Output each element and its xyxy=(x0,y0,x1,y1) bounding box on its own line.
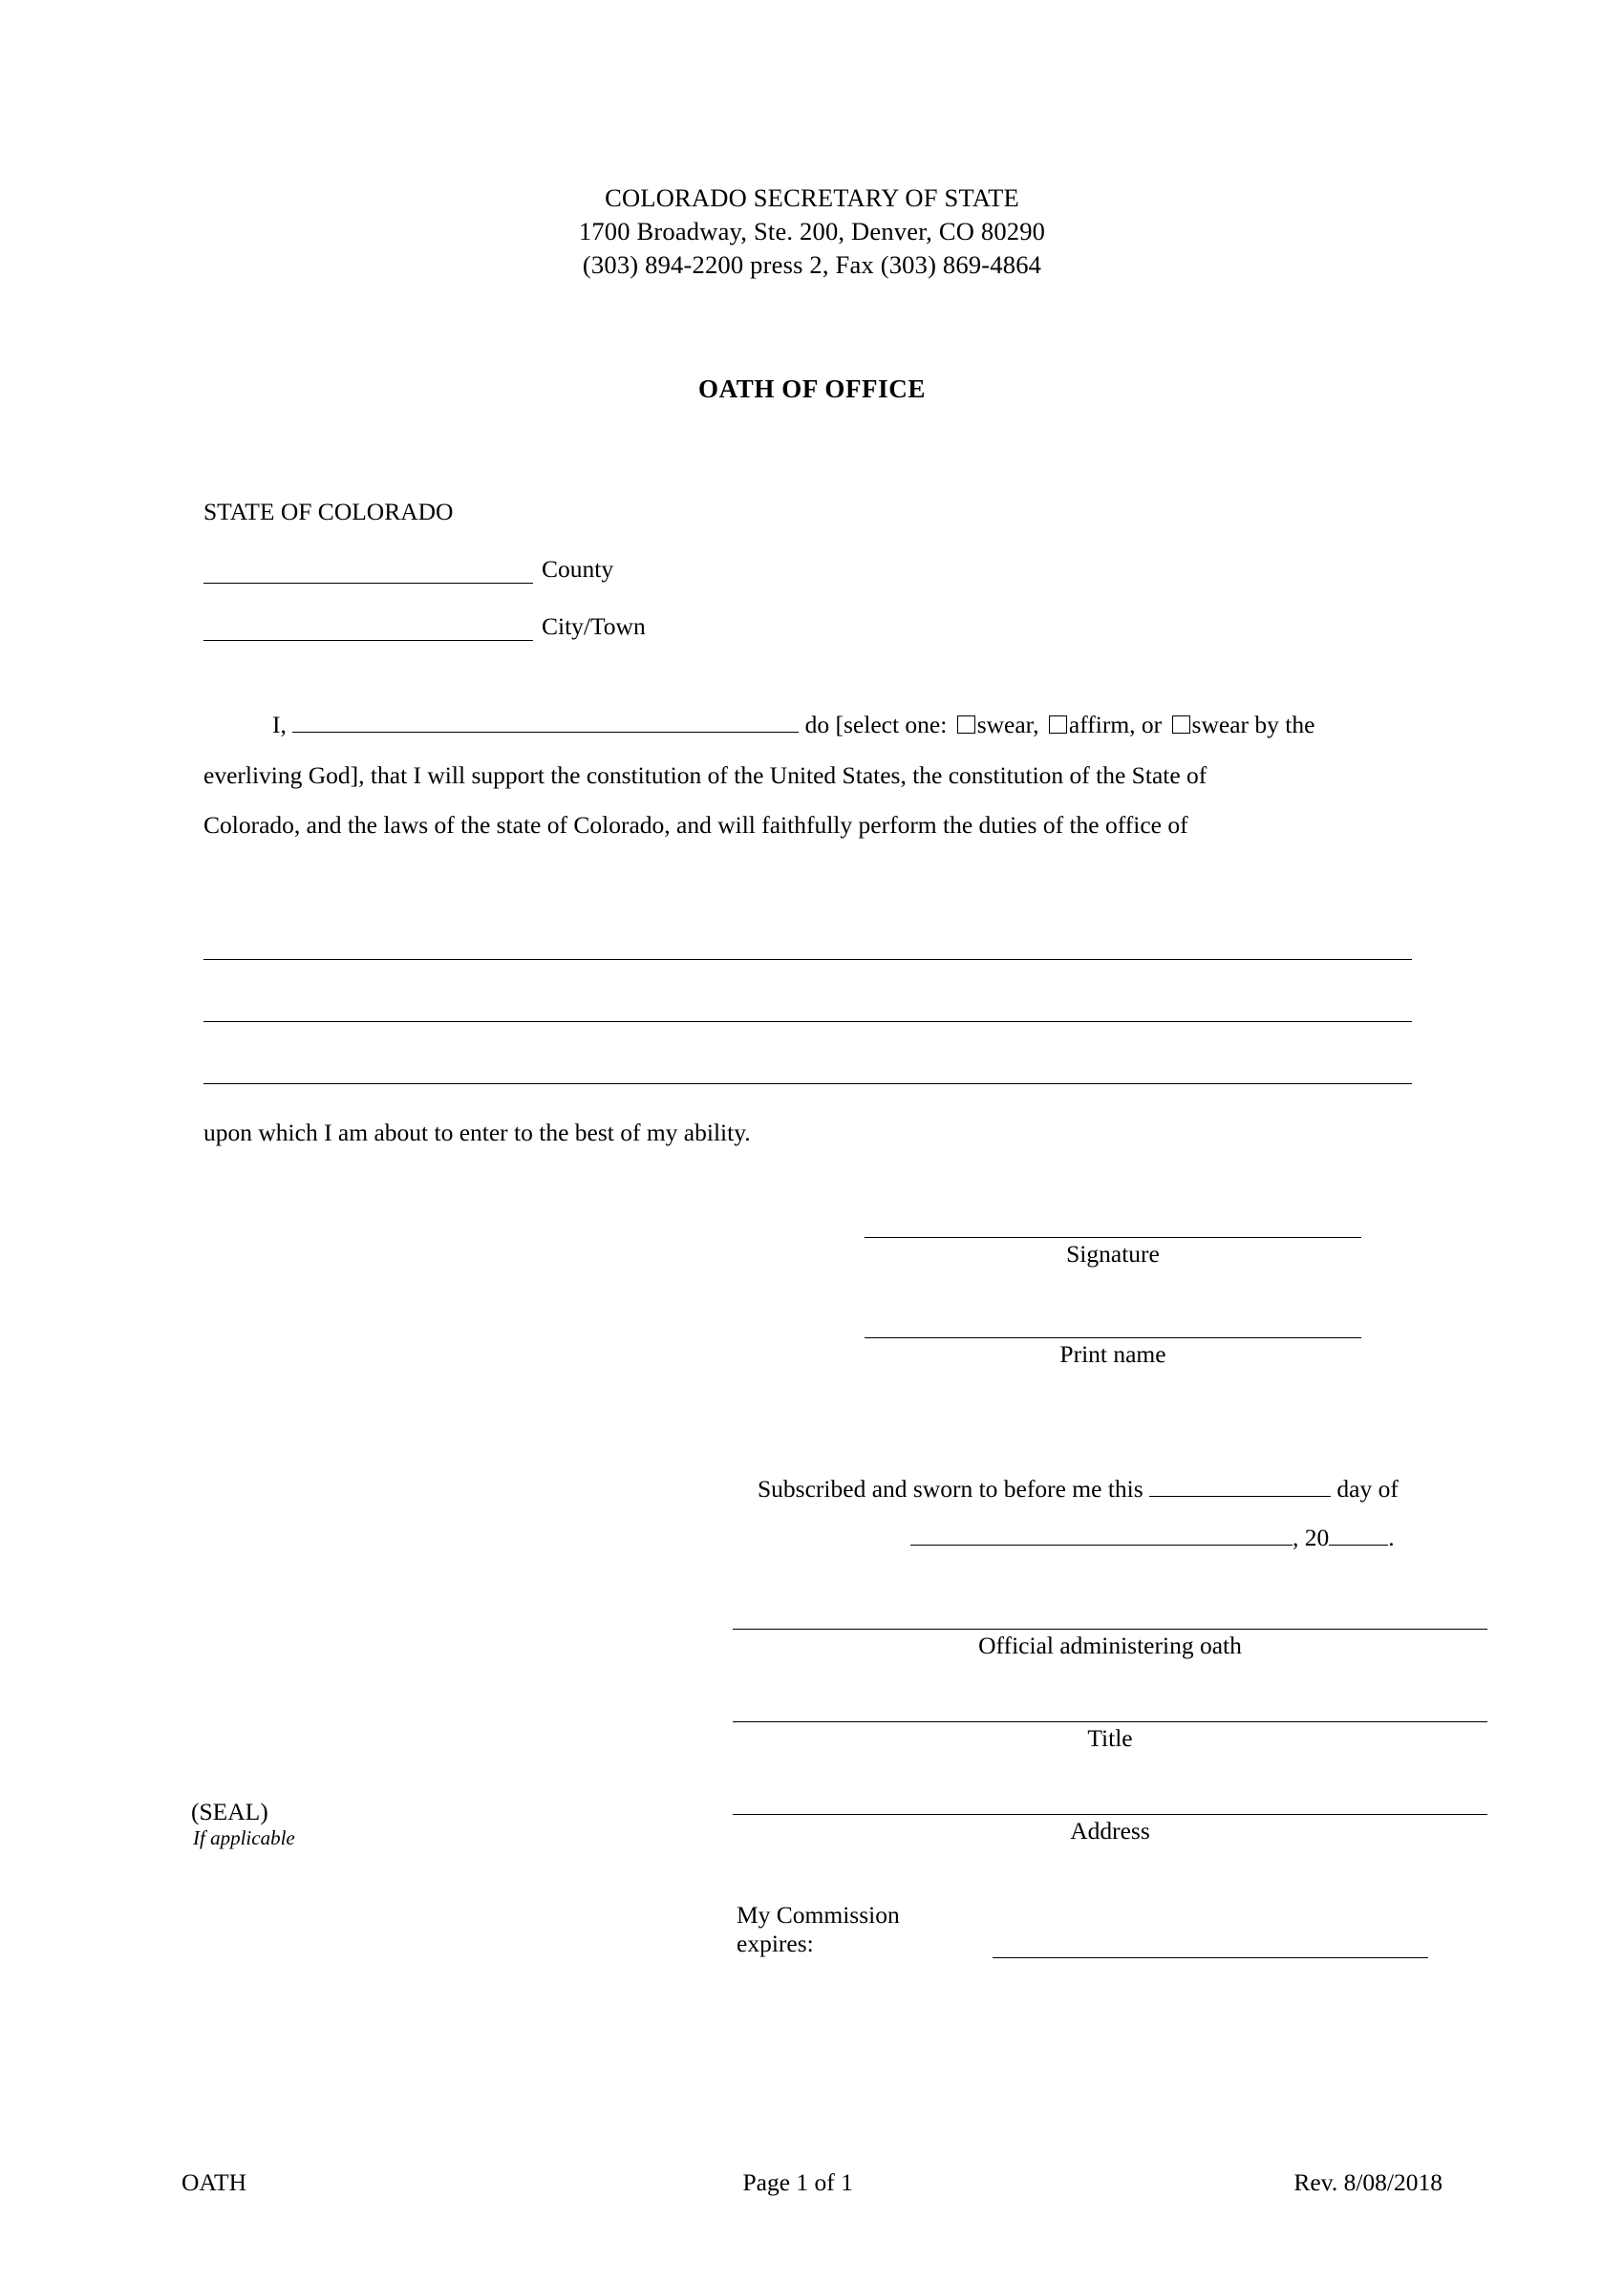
select-one-label: do [select one: xyxy=(804,711,948,739)
agency-name: COLORADO SECRETARY OF STATE xyxy=(605,183,1019,212)
sworn-year-suffix: . xyxy=(1388,1524,1395,1552)
city-town-row xyxy=(196,612,1428,641)
affirm-option-label: affirm, or xyxy=(1068,711,1163,739)
sworn-row-1 xyxy=(758,1464,1428,1513)
office-line-2[interactable] xyxy=(203,960,1412,1022)
oath-paragraph xyxy=(196,700,1428,850)
sworn-year-prefix: , 20 xyxy=(1293,1524,1330,1552)
i-label: I, xyxy=(272,711,287,739)
checkbox-swear[interactable] xyxy=(957,715,975,734)
address-caption: Address xyxy=(1070,1817,1150,1846)
commission-label: My Commission expires: xyxy=(737,1901,900,1958)
official-address-input[interactable] xyxy=(733,1789,1487,1815)
city-town-label: City/Town xyxy=(542,612,646,641)
office-line-1[interactable] xyxy=(203,898,1412,960)
signature-input[interactable] xyxy=(865,1212,1361,1238)
seal-sub-label: If applicable xyxy=(193,1826,295,1849)
sworn-text: Subscribed and sworn to before me this xyxy=(758,1475,1143,1504)
title-caption: Title xyxy=(1087,1724,1133,1753)
page-title: OATH OF OFFICE xyxy=(698,373,926,403)
footer-revision: Rev. 8/08/2018 xyxy=(1293,2168,1442,2196)
signature-caption: Signature xyxy=(1066,1240,1160,1269)
agency-address: 1700 Broadway, Ste. 200, Denver, CO 80290 xyxy=(578,217,1046,246)
sworn-block xyxy=(196,1464,1428,1562)
page-footer xyxy=(182,2168,1442,2197)
official-block xyxy=(196,1604,1428,1846)
city-town-input[interactable] xyxy=(203,612,533,641)
county-label: County xyxy=(542,555,614,584)
sworn-year-input[interactable] xyxy=(1329,1517,1388,1546)
agency-header xyxy=(0,181,1624,283)
official-name-input[interactable] xyxy=(733,1604,1487,1630)
form-body xyxy=(196,498,1428,1958)
official-title-input[interactable] xyxy=(733,1696,1487,1722)
checkbox-affirm[interactable] xyxy=(1049,715,1067,734)
swear-option-label: swear, xyxy=(976,711,1039,739)
official-gap xyxy=(733,1660,1428,1696)
footer-page-number: Page 1 of 1 xyxy=(742,2168,853,2196)
seal-label: (SEAL) xyxy=(191,1798,268,1825)
title-gap xyxy=(733,1753,1428,1789)
agency-phone: (303) 894-2200 press 2, Fax (303) 869-4864 xyxy=(582,250,1042,280)
swear-by-god-option-label: swear by the xyxy=(1191,711,1315,739)
signature-block xyxy=(196,1212,1428,1369)
oath-body-line-3: Colorado, and the laws of the state of Colorado, and will faithfully perform the duties of the office of xyxy=(203,810,1188,839)
oath-closing-line: upon which I am about to enter to the best of my ability. xyxy=(203,1119,751,1147)
sworn-month-input[interactable] xyxy=(910,1517,1293,1546)
print-name-caption: Print name xyxy=(1059,1340,1166,1369)
official-caption: Official administering oath xyxy=(978,1632,1242,1660)
sworn-row-2 xyxy=(758,1513,1428,1562)
commission-row xyxy=(196,1901,1428,1958)
signature-gap xyxy=(865,1269,1428,1312)
sworn-day-of-label: day of xyxy=(1336,1475,1399,1504)
oath-body-line-2: everliving God], that I will support the constitution of the United States, the constitution of the State of xyxy=(203,760,1207,789)
document-page xyxy=(0,181,1624,2283)
office-description-lines xyxy=(196,898,1428,1084)
office-line-3[interactable] xyxy=(203,1022,1412,1084)
state-of-colorado-label: STATE OF COLORADO xyxy=(203,497,454,525)
footer-form-code: OATH xyxy=(182,2168,246,2196)
checkbox-swear-by-god[interactable] xyxy=(1172,715,1190,734)
declarant-name-input[interactable] xyxy=(292,704,799,733)
print-name-input[interactable] xyxy=(865,1312,1361,1338)
seal-block xyxy=(191,1798,295,1850)
county-input[interactable] xyxy=(203,555,533,584)
sworn-day-input[interactable] xyxy=(1149,1468,1331,1497)
commission-expires-input[interactable] xyxy=(993,1930,1428,1958)
county-row xyxy=(196,555,1428,584)
